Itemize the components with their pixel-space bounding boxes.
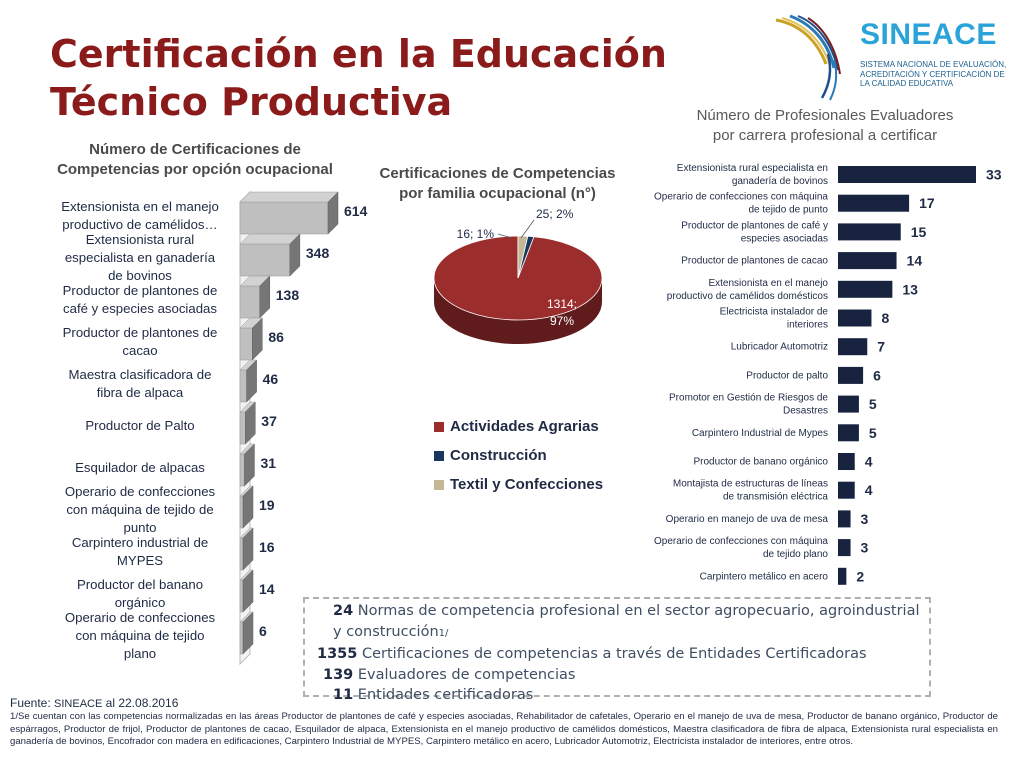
data-label: 33 (986, 166, 1002, 183)
right-chart-title-line1: Número de Profesionales Evaluadores (696, 107, 954, 124)
bar (240, 244, 290, 276)
bar (838, 195, 909, 212)
category-label: Lubricador Automotriz (730, 341, 828, 353)
sineace-bird-icon (768, 14, 858, 104)
summary-number: 139 (323, 666, 354, 683)
bar (838, 367, 863, 384)
legend-label: Textil y Confecciones (450, 476, 604, 493)
category-label: Operario de confecciones con máquina de tejido de punto (654, 191, 828, 216)
data-label: 614 (344, 203, 368, 219)
data-label: 5 (868, 396, 877, 413)
data-label: 46 (262, 371, 279, 387)
summary-number: 24 (333, 603, 354, 619)
bar-group (63, 318, 284, 360)
data-label: 3 (860, 510, 869, 527)
data-label: 6 (873, 367, 881, 384)
category-label: Productor de palto (746, 370, 828, 382)
bar (838, 223, 901, 240)
bar-group (669, 393, 877, 417)
pie-chart-title-line2: por familia ocupacional (n°) (399, 185, 596, 202)
data-label: 19 (259, 497, 275, 513)
data-label: 31 (260, 455, 277, 471)
bar (838, 252, 897, 269)
data-label: 2 (856, 568, 865, 585)
bar (838, 539, 851, 556)
bar-group (731, 338, 886, 355)
bar-group (666, 510, 869, 527)
source-org: SINEACE (54, 698, 103, 710)
left-chart-title (40, 140, 350, 180)
summary-line (313, 601, 921, 644)
bar (240, 202, 328, 234)
category-label: Operario de confecciones con máquina de tejido de punto (64, 484, 216, 535)
category-label: Promotor en Gestión de Riesgos de Desastres (669, 392, 828, 417)
bar-top (240, 192, 338, 202)
bar (838, 568, 846, 585)
bar (838, 281, 892, 298)
logo-subtitle: SISTEMA NACIONAL DE EVALUACIÓN, ACREDITACIÓN Y CERTIFICACIÓN DE LA CALIDAD EDUCATIVA (860, 60, 1007, 88)
data-label: 6 (259, 623, 267, 639)
summary-text: Certificaciones de competencias a través de Entidades Certificadoras (357, 646, 867, 662)
bar (240, 496, 243, 528)
pie-legend (434, 412, 603, 499)
data-label: 5 (868, 424, 877, 441)
data-label: 3 (860, 539, 869, 556)
bar (240, 454, 244, 486)
bar (240, 580, 243, 612)
bar-group (61, 192, 367, 234)
sineace-logo (768, 14, 1008, 104)
bar-top (240, 234, 300, 244)
summary-box (303, 597, 931, 703)
legend-item (434, 470, 603, 499)
bar-group (75, 444, 276, 486)
bar-group (673, 479, 873, 503)
bar (240, 286, 260, 318)
summary-text: Normas de competencia profesional en el sector agropecuario, agroindustrial y construcción (333, 603, 920, 640)
category-label: Esquilador de alpacas (75, 460, 205, 475)
category-label: Operario de confecciones con máquina de tejido plano (64, 610, 216, 661)
bar-group (65, 232, 330, 283)
pie-chart-title (370, 164, 625, 204)
category-label: Productor de banano orgánico (693, 456, 828, 468)
legend-label: Actividades Agrarias (450, 418, 599, 435)
legend-item (434, 412, 603, 441)
legend-swatch-agrarias (434, 422, 444, 432)
category-label: Extensionista rural especialista en ganadería de bovinos (676, 163, 828, 187)
data-label: 13 (902, 281, 918, 298)
bar-group (72, 528, 275, 570)
page-title: Certificación en la Educación Técnico Productiva (50, 32, 667, 124)
data-label: 4 (864, 482, 873, 499)
bar-group (720, 307, 890, 331)
pie-leader-line (521, 220, 534, 238)
category-label: Montajista de estructuras de líneas de transmisión eléctrica (672, 478, 828, 503)
bar (838, 396, 859, 413)
data-label: 138 (275, 287, 300, 303)
legend-label: Construcción (450, 447, 547, 464)
footnote-marker: 1/ (438, 627, 449, 639)
summary-line (313, 644, 921, 665)
bar (838, 338, 867, 355)
category-label: Carpintero Industrial de Mypes (691, 427, 828, 439)
bar-group (77, 570, 275, 612)
bar (838, 510, 851, 527)
bar (838, 453, 855, 470)
data-label: 86 (268, 329, 284, 345)
summary-text: Entidades certificadoras (353, 687, 534, 703)
bar-group (654, 536, 869, 560)
left-chart-title-line1: Número de Certificaciones de (89, 141, 301, 158)
pie-data-label: 25; 2% (536, 207, 574, 221)
bar (838, 166, 976, 183)
category-label: Carpintero metálico en acero (699, 571, 828, 583)
category-label: Extensionista rural especialista en ganadería de bovinos (64, 232, 216, 283)
bar-group (85, 402, 277, 444)
legend-item (434, 441, 603, 470)
bar-group (681, 252, 922, 269)
bar-group (692, 424, 877, 441)
bar (240, 622, 243, 654)
data-label: 14 (259, 581, 275, 597)
category-label: Extensionista en el manejo productivo de camélidos… (61, 199, 219, 232)
logo-name: SINEACE (860, 18, 997, 51)
bar-group (700, 568, 865, 585)
category-label: Operario de confecciones con máquina de tejido plano (654, 536, 828, 561)
legend-swatch-textil (434, 480, 444, 490)
data-label: 37 (261, 413, 277, 429)
left-chart-title-line2: Competencias por opción ocupacional (57, 161, 333, 178)
summary-line (313, 685, 921, 706)
certifications-by-family-pie (400, 207, 620, 380)
bar (240, 538, 243, 570)
pie-data-label: 1314; 97% (546, 297, 578, 328)
right-chart-title (660, 106, 990, 146)
bar (240, 328, 252, 360)
data-label: 16 (259, 539, 275, 555)
category-label: Productor de plantones de café y especies asociadas (681, 220, 828, 245)
category-label: Productor de Palto (85, 418, 195, 433)
bar-group (681, 220, 926, 244)
bar-group (654, 192, 935, 216)
source-label: Fuente: (10, 696, 55, 710)
category-label: Operario en manejo de uva de mesa (665, 513, 828, 525)
category-label: Electricista instalador de interiores (719, 306, 828, 331)
summary-number: 11 (333, 687, 354, 703)
bar-group (69, 360, 279, 402)
data-label: 348 (305, 245, 330, 261)
data-label: 8 (881, 310, 890, 326)
bar-group (693, 453, 872, 470)
bar (838, 424, 859, 441)
footnote: 1/Se cuentan con las competencias normalizadas en las áreas Productor de plantones de café y especies asociadas, Rehabilitador de cafetales, Operario en el manejo de uva de mesa, Productor de banano orgánico, Productor de espárragos, Productor de frijol, Productor de plantones de cacao, Esquilador de alpaca, Extensionista en el manejo productivo de camélidos domésticos, Maestra clasificadora de fibra de alpaca, Extensionista rural especialista en ganadería de bovinos, Encofrador con madera en edificaciones, Carpintero Industrial de MYPES, Carpintero metálico en acero, Lubricador Automotriz, Electricista instalador de interiores, entre otros. (10, 711, 998, 748)
data-label: 4 (864, 453, 873, 470)
bar-group (667, 278, 918, 302)
data-label: 7 (877, 338, 886, 355)
right-chart-title-line2: por carrera profesional a certificar (712, 127, 938, 144)
legend-swatch-construccion (434, 451, 444, 461)
data-label: 17 (919, 195, 935, 212)
bar-group (677, 163, 1002, 187)
bar-group (65, 610, 267, 661)
category-label: Maestra clasificadora de fibra de alpaca (68, 367, 212, 400)
data-label: 14 (906, 252, 923, 269)
bar (838, 310, 871, 327)
source-line (10, 696, 178, 710)
summary-line (313, 665, 921, 686)
bar (838, 482, 855, 499)
bar (240, 412, 245, 444)
summary-number: 1355 (317, 646, 358, 662)
bar (240, 370, 247, 402)
category-label: Productor del banano orgánico (76, 577, 204, 610)
evaluators-by-career-chart (650, 156, 1010, 588)
category-label: Carpintero industrial de MYPES (71, 535, 209, 568)
source-date: al 22.08.2016 (102, 696, 179, 710)
category-label: Productor de plantones de café y especies asociadas (62, 283, 218, 316)
data-label: 15 (910, 223, 927, 240)
pie-data-label: 16; 1% (456, 227, 494, 241)
bar-group (746, 367, 881, 384)
summary-text: Evaluadores de competencias (353, 666, 576, 683)
bar-group (63, 276, 300, 318)
category-label: Extensionista en el manejo productivo de camélidos domésticos (666, 277, 828, 302)
pie-chart-title-line1: Certificaciones de Competencias (379, 165, 616, 182)
category-label: Productor de plantones de cacao (681, 255, 828, 267)
category-label: Productor de plantones de cacao (62, 325, 218, 358)
